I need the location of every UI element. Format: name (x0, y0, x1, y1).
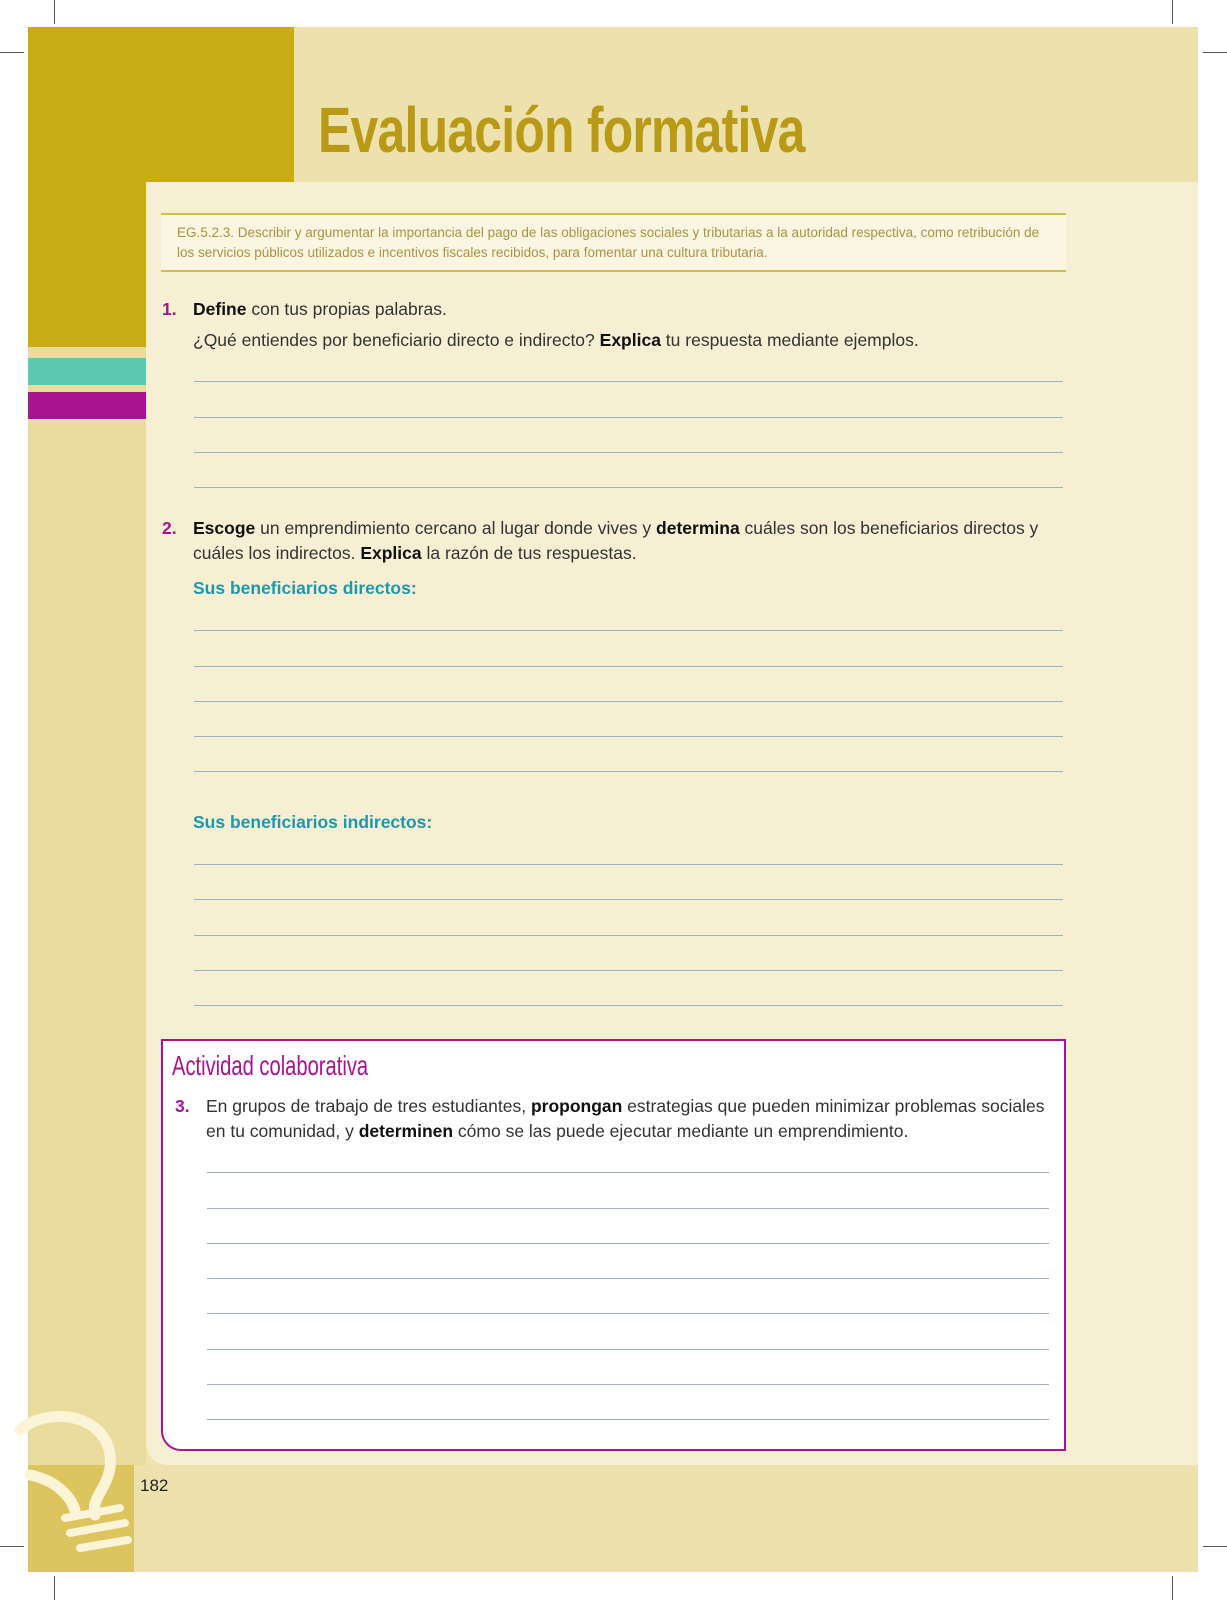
left-margin-strip (28, 347, 146, 1465)
direct-beneficiaries-heading: Sus beneficiarios directos: (193, 578, 417, 598)
answer-line[interactable] (207, 1208, 1049, 1209)
skill-criterion-text: EG.5.2.3. Describir y argumentar la importancia del pago de las obligaciones sociales y tributarias a la autoridad respectiva, como retribución de los servicios públicos utilizados e incentivos fiscales recibidos, para fomentar una cultura tributaria. (177, 225, 1040, 260)
crop-mark (1203, 1546, 1227, 1547)
question-text: ¿Qué entiendes por beneficiario directo e indirecto? (193, 330, 600, 350)
answer-line[interactable] (194, 666, 1063, 667)
answer-line[interactable] (207, 1313, 1049, 1314)
page-title: Evaluación formativa (318, 94, 805, 166)
crop-mark (1172, 1576, 1173, 1600)
indirect-beneficiaries-heading: Sus beneficiarios indirectos: (193, 812, 433, 832)
question-3 (175, 1094, 1056, 1144)
question-1-line-2 (193, 328, 1073, 353)
crop-mark (1172, 0, 1173, 24)
action-verb: Define (193, 299, 247, 319)
answer-line[interactable] (194, 1005, 1063, 1006)
crop-mark (0, 52, 24, 53)
answer-line[interactable] (207, 1243, 1049, 1244)
action-verb: propongan (530, 1096, 623, 1116)
action-verb: determina (656, 518, 740, 538)
crop-mark (54, 0, 55, 24)
answer-line[interactable] (194, 417, 1063, 418)
question-1-line-1 (193, 297, 1073, 322)
answer-line[interactable] (194, 970, 1063, 971)
answer-line[interactable] (194, 771, 1063, 772)
question-1 (162, 297, 1073, 353)
collaborative-activity-title: Actividad colaborativa (172, 1050, 369, 1081)
page-number: 182 (140, 1476, 169, 1495)
answer-line[interactable] (207, 1349, 1049, 1350)
question-number: 3. (175, 1096, 190, 1116)
action-verb: Explica (360, 543, 422, 563)
magenta-accent-bar (28, 392, 146, 419)
question-2 (162, 516, 1073, 566)
lightbulb-icon (10, 1400, 150, 1570)
question-number: 2. (162, 518, 177, 538)
question-text: cómo se las puede ejecutar mediante un emprendimiento. (453, 1121, 909, 1141)
action-verb: Explica (599, 330, 661, 350)
answer-line[interactable] (194, 381, 1063, 382)
action-verb: Escoge (193, 518, 256, 538)
teal-accent-bar (28, 358, 146, 385)
skill-criterion-box (161, 213, 1066, 272)
answer-line[interactable] (207, 1419, 1049, 1420)
question-text: un emprendimiento cercano al lugar donde vives y (255, 518, 657, 538)
answer-line[interactable] (194, 487, 1063, 488)
crop-mark (54, 1576, 55, 1600)
answer-line[interactable] (194, 864, 1063, 865)
answer-line[interactable] (207, 1384, 1049, 1385)
question-text: estrategias que pueden minimizar problemas sociales en tu comunidad, y (206, 1096, 1045, 1141)
question-text: En grupos de trabajo de tres estudiantes, (206, 1096, 531, 1116)
answer-line[interactable] (194, 452, 1063, 453)
question-text: la razón de tus respuestas. (421, 543, 637, 563)
answer-line[interactable] (194, 701, 1063, 702)
question-number: 1. (162, 299, 177, 319)
question-text: tu respuesta mediante ejemplos. (660, 330, 919, 350)
question-text: con tus propias palabras. (246, 299, 447, 319)
answer-line[interactable] (194, 935, 1063, 936)
answer-line[interactable] (194, 736, 1063, 737)
answer-line[interactable] (207, 1278, 1049, 1279)
answer-line[interactable] (194, 899, 1063, 900)
question-text: cuáles son los beneficiarios directos y cuáles los indirectos. (193, 518, 1039, 563)
answer-line[interactable] (194, 630, 1063, 631)
crop-mark (1203, 52, 1227, 53)
answer-line[interactable] (207, 1172, 1049, 1173)
action-verb: determinen (358, 1121, 454, 1141)
footer-band (28, 1465, 1198, 1572)
